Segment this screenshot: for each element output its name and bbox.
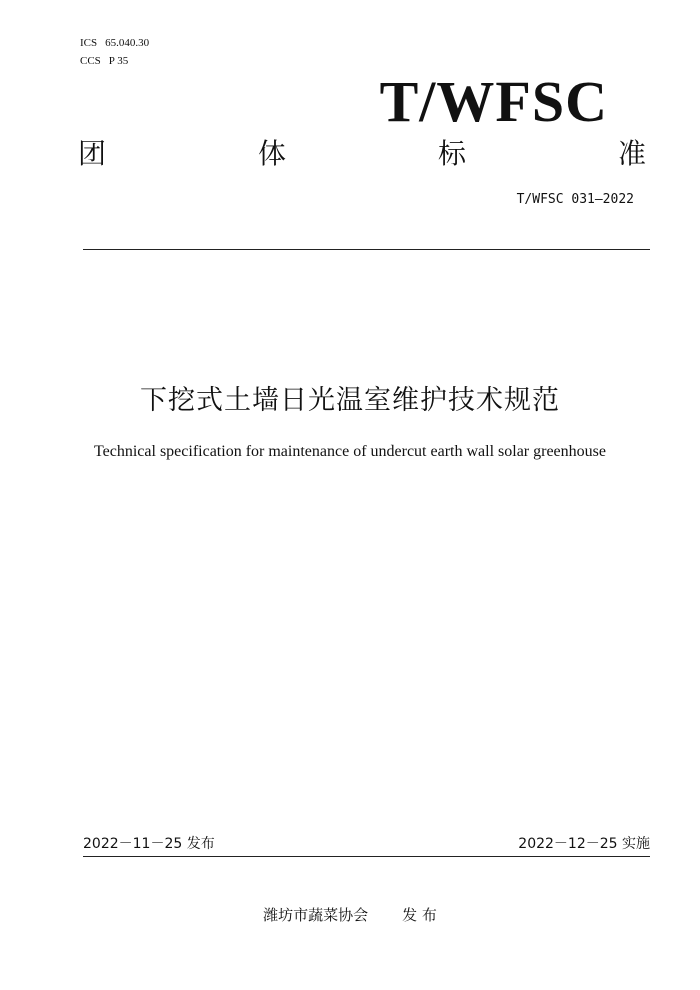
- issuer-organization: 潍坊市蔬菜协会: [263, 906, 369, 924]
- implementation-date: 2022－12－25 实施: [518, 836, 650, 852]
- organization-logo: T/WFSC: [379, 69, 608, 134]
- ics-value: 65.040.30: [105, 37, 150, 49]
- standard-number: T/WFSC 031—2022: [516, 192, 634, 207]
- issuing-body: [0, 904, 700, 926]
- banner-char-4: 准: [617, 137, 646, 170]
- ics-label: ICS: [80, 37, 98, 49]
- ccs-row: [80, 52, 149, 70]
- release-date: 2022－11－25 发布: [83, 836, 215, 852]
- banner-char-3: 标: [437, 137, 466, 170]
- standard-type-banner: [78, 136, 646, 172]
- ccs-value: P 35: [108, 55, 129, 67]
- ics-row: [80, 34, 149, 52]
- banner-char-2: 体: [257, 137, 286, 170]
- top-divider: [83, 249, 650, 250]
- classification-codes: [80, 34, 149, 70]
- document-subtitle-english: Technical specification for maintenance of undercut earth wall solar greenhouse: [94, 443, 606, 460]
- bottom-divider: [83, 856, 650, 857]
- banner-char-1: 团: [78, 137, 107, 170]
- document-title: 下挖式土墙日光温室维护技术规范: [140, 385, 560, 416]
- issuer-action: 发 布: [402, 906, 437, 924]
- ccs-label: CCS: [80, 55, 101, 67]
